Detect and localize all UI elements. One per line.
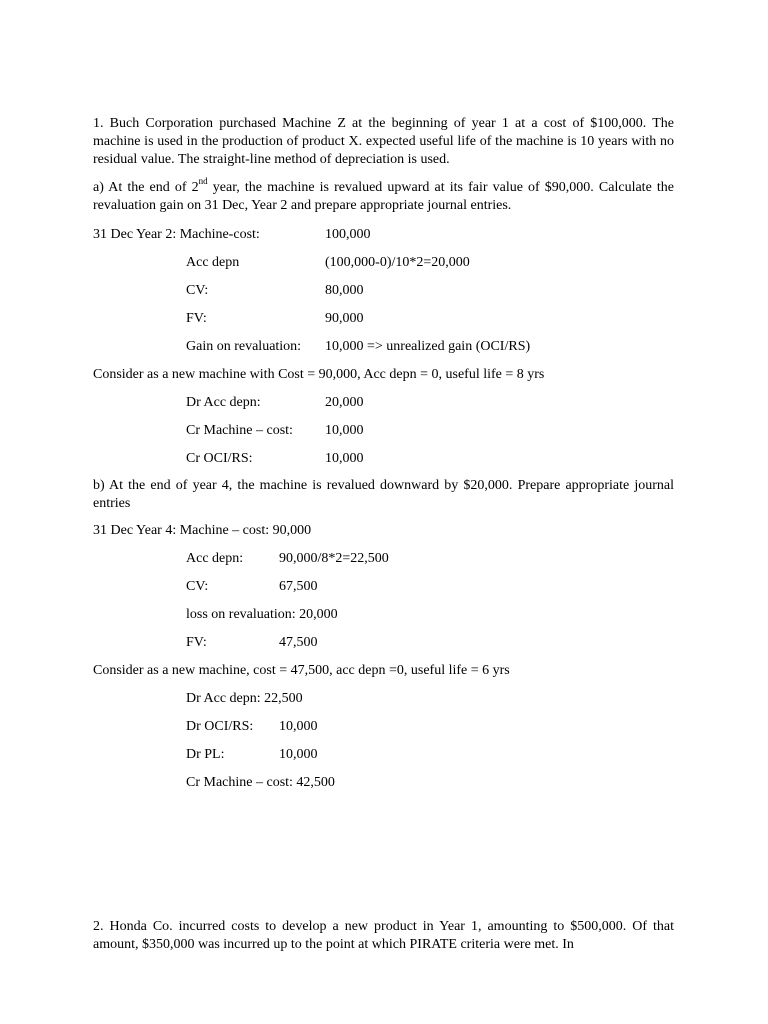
b-row-label: FV:	[186, 635, 207, 650]
a-row-label: 31 Dec Year 2: Machine-cost:	[93, 227, 260, 242]
a-entry-label: Cr Machine – cost:	[186, 423, 293, 438]
q2-intro: 2. Honda Co. incurred costs to develop a new product in Year 1, amounting to $500,000. Of that amount, $350,000 was incurred up to the point at which PIRATE criteria were met. In	[93, 919, 674, 952]
b-row-label: Acc depn:	[186, 551, 244, 566]
a-row-value: 80,000	[325, 283, 364, 298]
a-row-value: (100,000-0)/10*2=20,000	[325, 255, 470, 270]
a-entry-value: 10,000	[325, 423, 364, 438]
a-row-label: Gain on revaluation:	[186, 339, 302, 354]
a-entry-value: 20,000	[325, 395, 364, 410]
q1-part-a-prefix: a) At the end of 2	[93, 180, 199, 195]
a-consider-line: Consider as a new machine with Cost = 90,000, Acc depn = 0, useful life = 8 yrs	[93, 367, 545, 382]
b-row-value: 67,500	[279, 579, 318, 594]
b-row-value: 90,000/8*2=22,500	[279, 551, 389, 566]
b-entry-label: Dr PL:	[186, 747, 225, 762]
q1-part-a-rest: year, the machine is revalued upward at its fair value of $90,000. Calculate the revaluation gain on 31 Dec, Year 2 and prepare appropriate journal entries.	[93, 180, 674, 213]
a-row-value: 90,000	[325, 311, 364, 326]
b-consider-line: Consider as a new machine, cost = 47,500, acc depn =0, useful life = 6 yrs	[93, 663, 510, 678]
a-entry-value: 10,000	[325, 451, 364, 466]
a-row-value: 10,000 => unrealized gain (OCI/RS)	[325, 339, 531, 354]
q1-part-a-superscript: nd	[198, 176, 208, 187]
a-row-label: CV:	[186, 283, 209, 298]
a-row-label: FV:	[186, 311, 207, 326]
q1-intro: 1. Buch Corporation purchased Machine Z at the beginning of year 1 at a cost of $100,000. The machine is used in the production of product X. expected useful life of the machine is 10 years with no residual value. The straight-line method of depreciation is used.	[93, 116, 674, 167]
a-entry-label: Cr OCI/RS:	[186, 451, 253, 466]
b-entry-label: Cr Machine – cost: 42,500	[186, 775, 335, 790]
q1-part-b: b) At the end of year 4, the machine is revalued downward by $20,000. Prepare appropriate journal entries	[93, 478, 674, 511]
b-header-line: 31 Dec Year 4: Machine – cost: 90,000	[93, 523, 312, 538]
b-row-label: CV:	[186, 579, 209, 594]
b-row-label: loss on revaluation: 20,000	[186, 607, 338, 622]
b-entry-value: 10,000	[279, 747, 318, 762]
b-entry-label: Dr Acc depn: 22,500	[186, 691, 303, 706]
b-entry-value: 10,000	[279, 719, 318, 734]
q1-part-a	[93, 176, 674, 215]
b-entry-label: Dr OCI/RS:	[186, 719, 254, 734]
a-entry-label: Dr Acc depn:	[186, 395, 261, 410]
b-row-value: 47,500	[279, 635, 318, 650]
a-row-label: Acc depn	[186, 255, 240, 270]
a-row-value: 100,000	[325, 227, 371, 242]
